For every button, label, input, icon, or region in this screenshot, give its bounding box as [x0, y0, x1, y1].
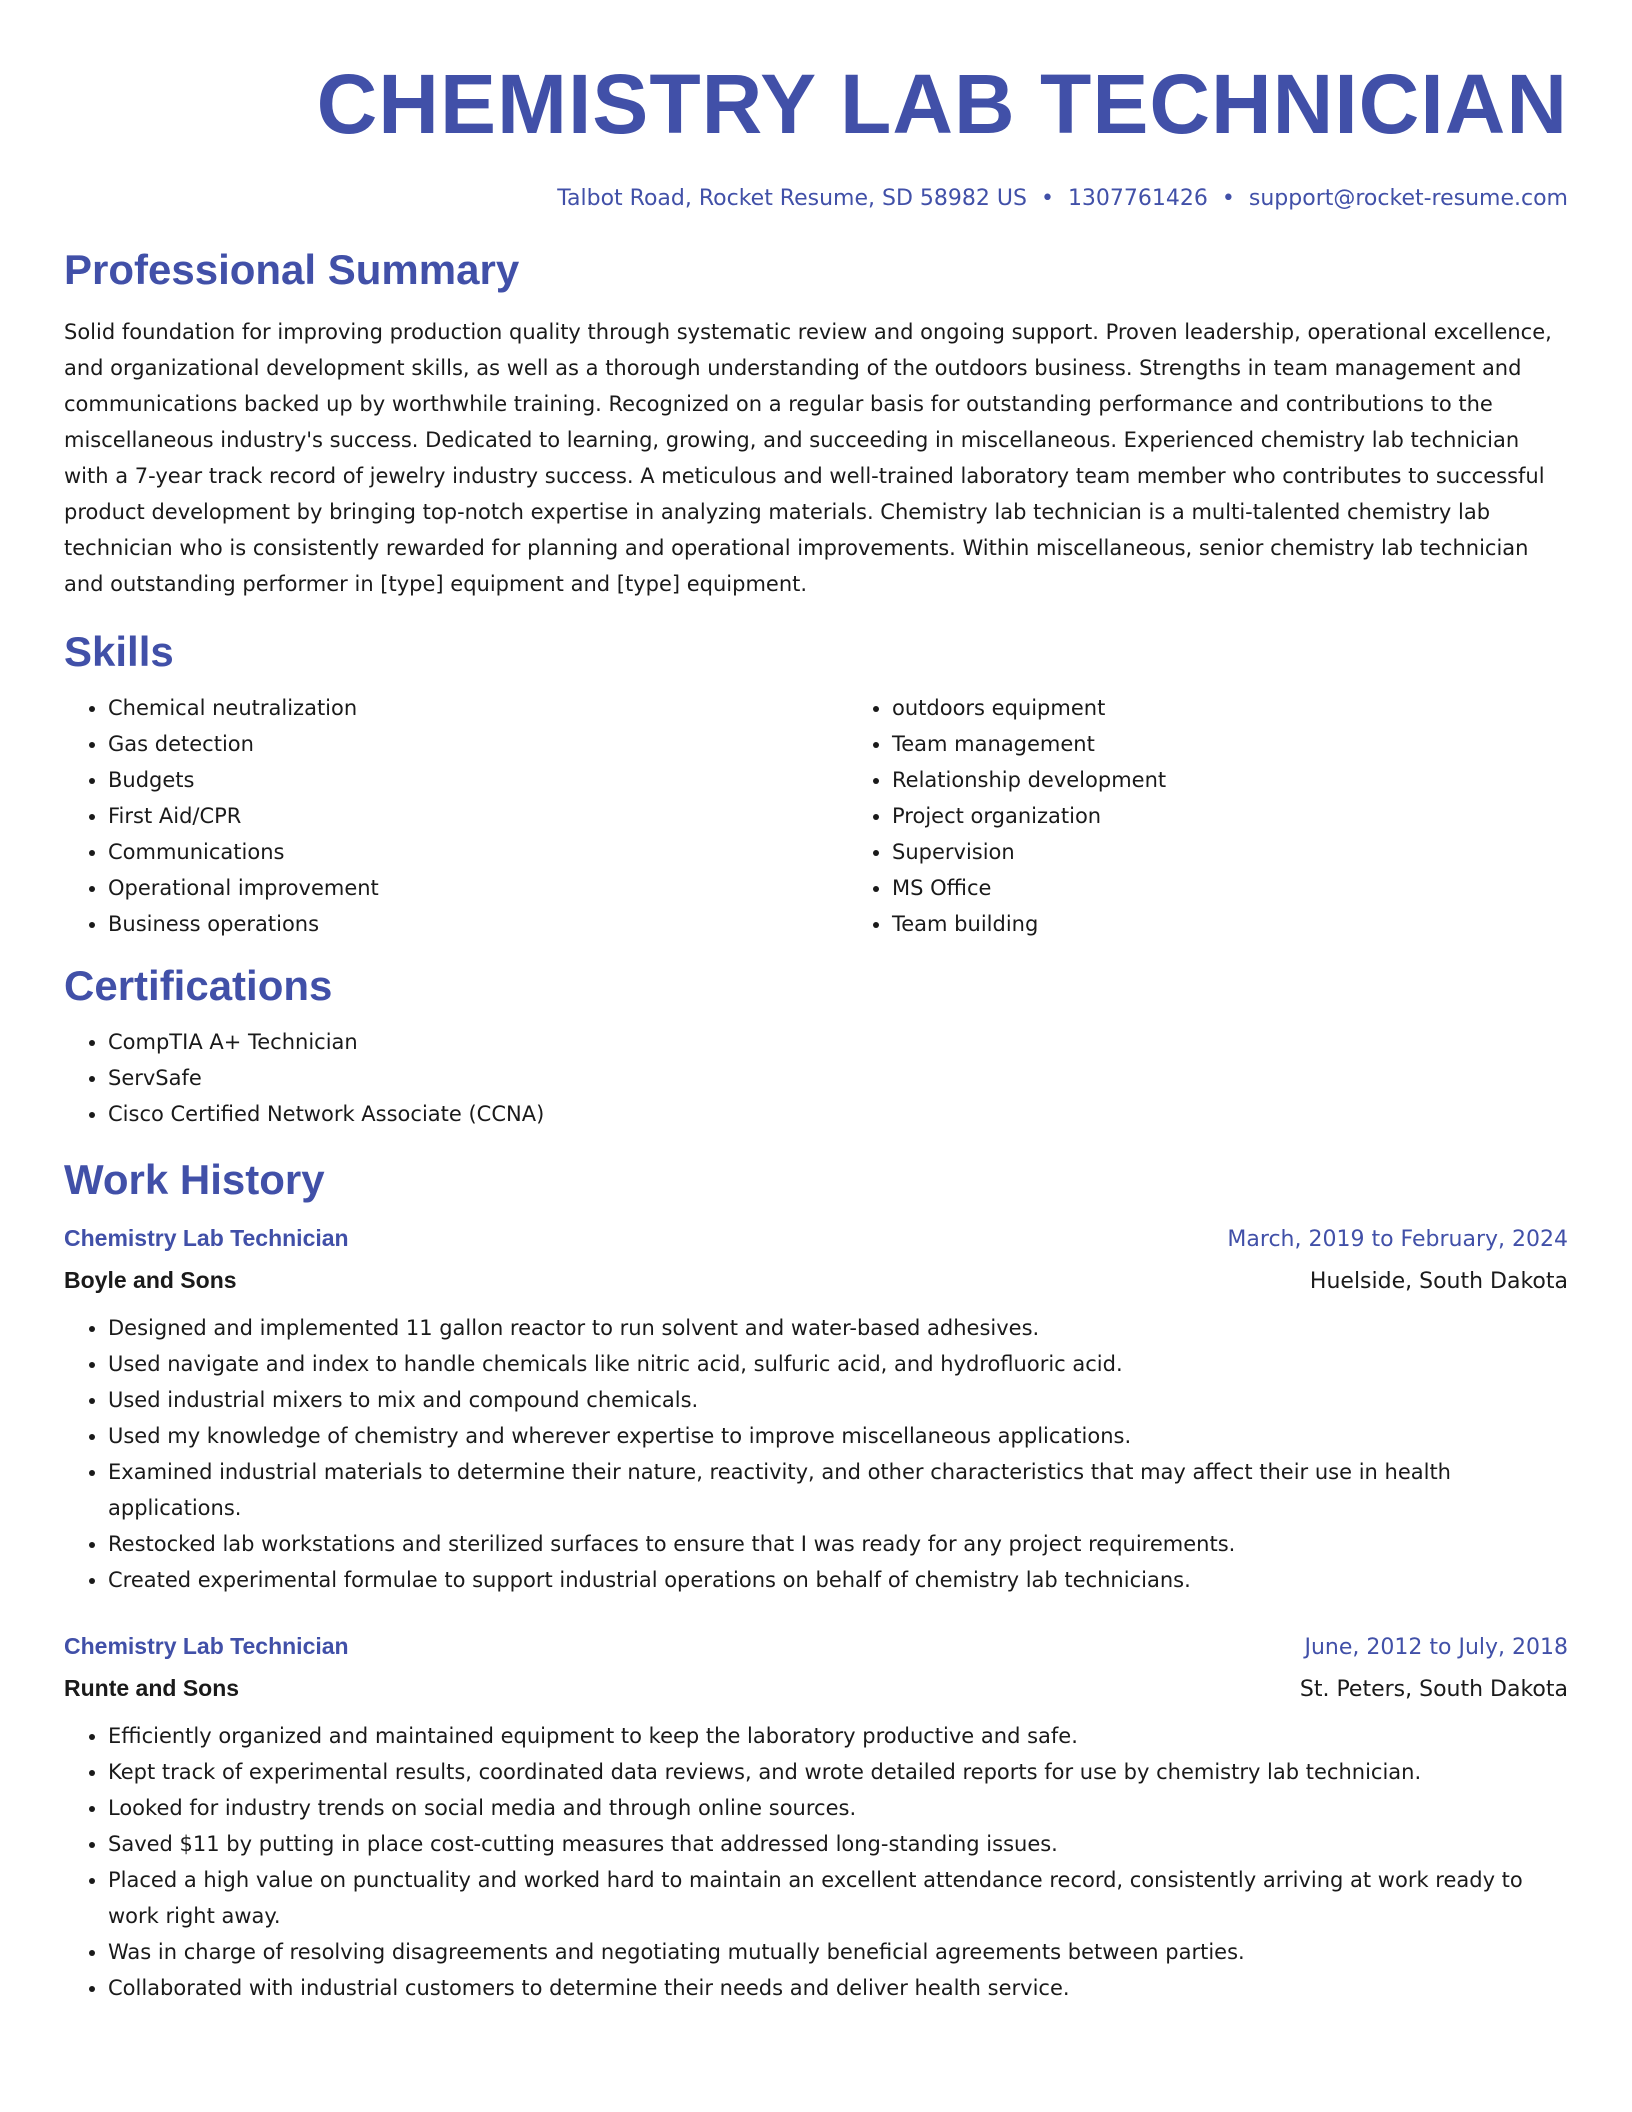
job-title: Chemistry Lab Technician — [64, 1633, 349, 1659]
skills-list-right — [848, 690, 1632, 942]
job-bullet: • Was in charge of resolving disagreements and negotiating mutually beneficial agreements between parties. — [108, 1934, 1568, 1970]
job-bullet: • Used navigate and index to handle chemicals like nitric acid, sulfuric acid, and hydrofluoric acid. — [108, 1346, 1568, 1382]
job-bullet: • Used industrial mixers to mix and compound chemicals. — [108, 1382, 1568, 1418]
contact-phone: 1307761426 — [1067, 186, 1208, 211]
work-history-heading: Work History — [64, 1156, 325, 1203]
job-location: Huelside, South Dakota — [1309, 1269, 1568, 1294]
job-title-row — [64, 1218, 1568, 1260]
job-title-row — [64, 1626, 1568, 1668]
job-dates: March, 2019 to February, 2024 — [1227, 1227, 1568, 1252]
skill-item: • Chemical neutralization — [108, 690, 848, 726]
job-company-row — [64, 1260, 1568, 1302]
skill-item: • Gas detection — [108, 726, 848, 762]
job-entry — [64, 1218, 1568, 1598]
certifications-heading: Certifications — [64, 962, 333, 1009]
job-bullet: • Designed and implemented 11 gallon reactor to run solvent and water-based adhesives. — [108, 1310, 1568, 1346]
job-title: Chemistry Lab Technician — [64, 1225, 349, 1251]
skill-item: • Business operations — [108, 906, 848, 942]
contact-separator: • — [1221, 186, 1235, 211]
skill-item: • Supervision — [892, 834, 1632, 870]
job-bullets — [64, 1718, 1568, 2006]
skill-item: • Budgets — [108, 762, 848, 798]
job-dates: June, 2012 to July, 2018 — [1304, 1635, 1568, 1660]
skill-item: • MS Office — [892, 870, 1632, 906]
skill-item: • First Aid/CPR — [108, 798, 848, 834]
job-bullet: • Created experimental formulae to support industrial operations on behalf of chemistry lab technicians. — [108, 1562, 1568, 1598]
certification-item: • Cisco Certified Network Associate (CCNA) — [108, 1096, 1568, 1132]
skill-item: • Communications — [108, 834, 848, 870]
skills-columns — [64, 690, 1568, 942]
certification-item: • CompTIA A+ Technician — [108, 1024, 1568, 1060]
certifications-list — [64, 1024, 1568, 1132]
summary-text: Solid foundation for improving production quality through systematic review and ongoing support. Proven leadership, operational excellence, and organizational development skills, as well as a thorough understanding of the outdoors business. Strengths in team management and communications backed up by worthwhile training. Recognized on a regular basis for outstanding performance and contributions to the miscellaneous industry's success. Dedicated to learning, growing, and succeeding in miscellaneous. Experienced chemistry lab technician with a 7-year track record of jewelry industry success. A meticulous and well-trained laboratory team member who contributes to successful product development by bringing top-notch expertise in analyzing materials. Chemistry lab technician is a multi-talented chemistry lab technician who is consistently rewarded for planning and operational improvements. Within miscellaneous, senior chemistry lab technician and outstanding performer in [type] equipment and [type] equipment. — [64, 320, 1552, 596]
job-bullet: • Restocked lab workstations and sterilized surfaces to ensure that I was ready for any project requirements. — [108, 1526, 1568, 1562]
job-location: St. Peters, South Dakota — [1299, 1677, 1568, 1702]
job-company: Boyle and Sons — [64, 1267, 237, 1293]
job-bullet: • Collaborated with industrial customers to determine their needs and deliver health service. — [108, 1970, 1568, 2006]
skills-list-left — [64, 690, 848, 942]
skill-item: • Operational improvement — [108, 870, 848, 906]
job-bullet: • Looked for industry trends on social media and through online sources. — [108, 1790, 1568, 1826]
skill-item: • Relationship development — [892, 762, 1632, 798]
skills-heading: Skills — [64, 628, 174, 675]
contact-line — [64, 184, 1568, 214]
resume-header — [64, 56, 1568, 214]
skill-item: • Team management — [892, 726, 1632, 762]
contact-separator: • — [1040, 186, 1054, 211]
skill-item: • Project organization — [892, 798, 1632, 834]
resume-name: CHEMISTRY LAB TECHNICIAN — [316, 57, 1568, 151]
certification-item: • ServSafe — [108, 1060, 1568, 1096]
skill-item: • outdoors equipment — [892, 690, 1632, 726]
job-bullet: • Saved $11 by putting in place cost-cutting measures that addressed long-standing issues. — [108, 1826, 1568, 1862]
job-bullet: • Kept track of experimental results, coordinated data reviews, and wrote detailed reports for use by chemistry lab technician. — [108, 1754, 1568, 1790]
skill-item: • Team building — [892, 906, 1632, 942]
job-bullet: • Efficiently organized and maintained equipment to keep the laboratory productive and safe. — [108, 1718, 1568, 1754]
job-bullet: • Placed a high value on punctuality and worked hard to maintain an excellent attendance record, consistently arriving at work ready to work right away. — [108, 1862, 1568, 1934]
job-company-row — [64, 1668, 1568, 1710]
job-bullet: • Examined industrial materials to determine their nature, reactivity, and other characteristics that may affect their use in health applications. — [108, 1454, 1568, 1526]
job-company: Runte and Sons — [64, 1675, 240, 1701]
job-bullet: • Used my knowledge of chemistry and wherever expertise to improve miscellaneous applications. — [108, 1418, 1568, 1454]
contact-address: Talbot Road, Rocket Resume, SD 58982 US — [557, 186, 1027, 211]
summary-heading: Professional Summary — [64, 246, 520, 293]
job-bullets — [64, 1310, 1568, 1598]
job-entry — [64, 1626, 1568, 2006]
contact-email: support@rocket-resume.com — [1248, 186, 1568, 211]
